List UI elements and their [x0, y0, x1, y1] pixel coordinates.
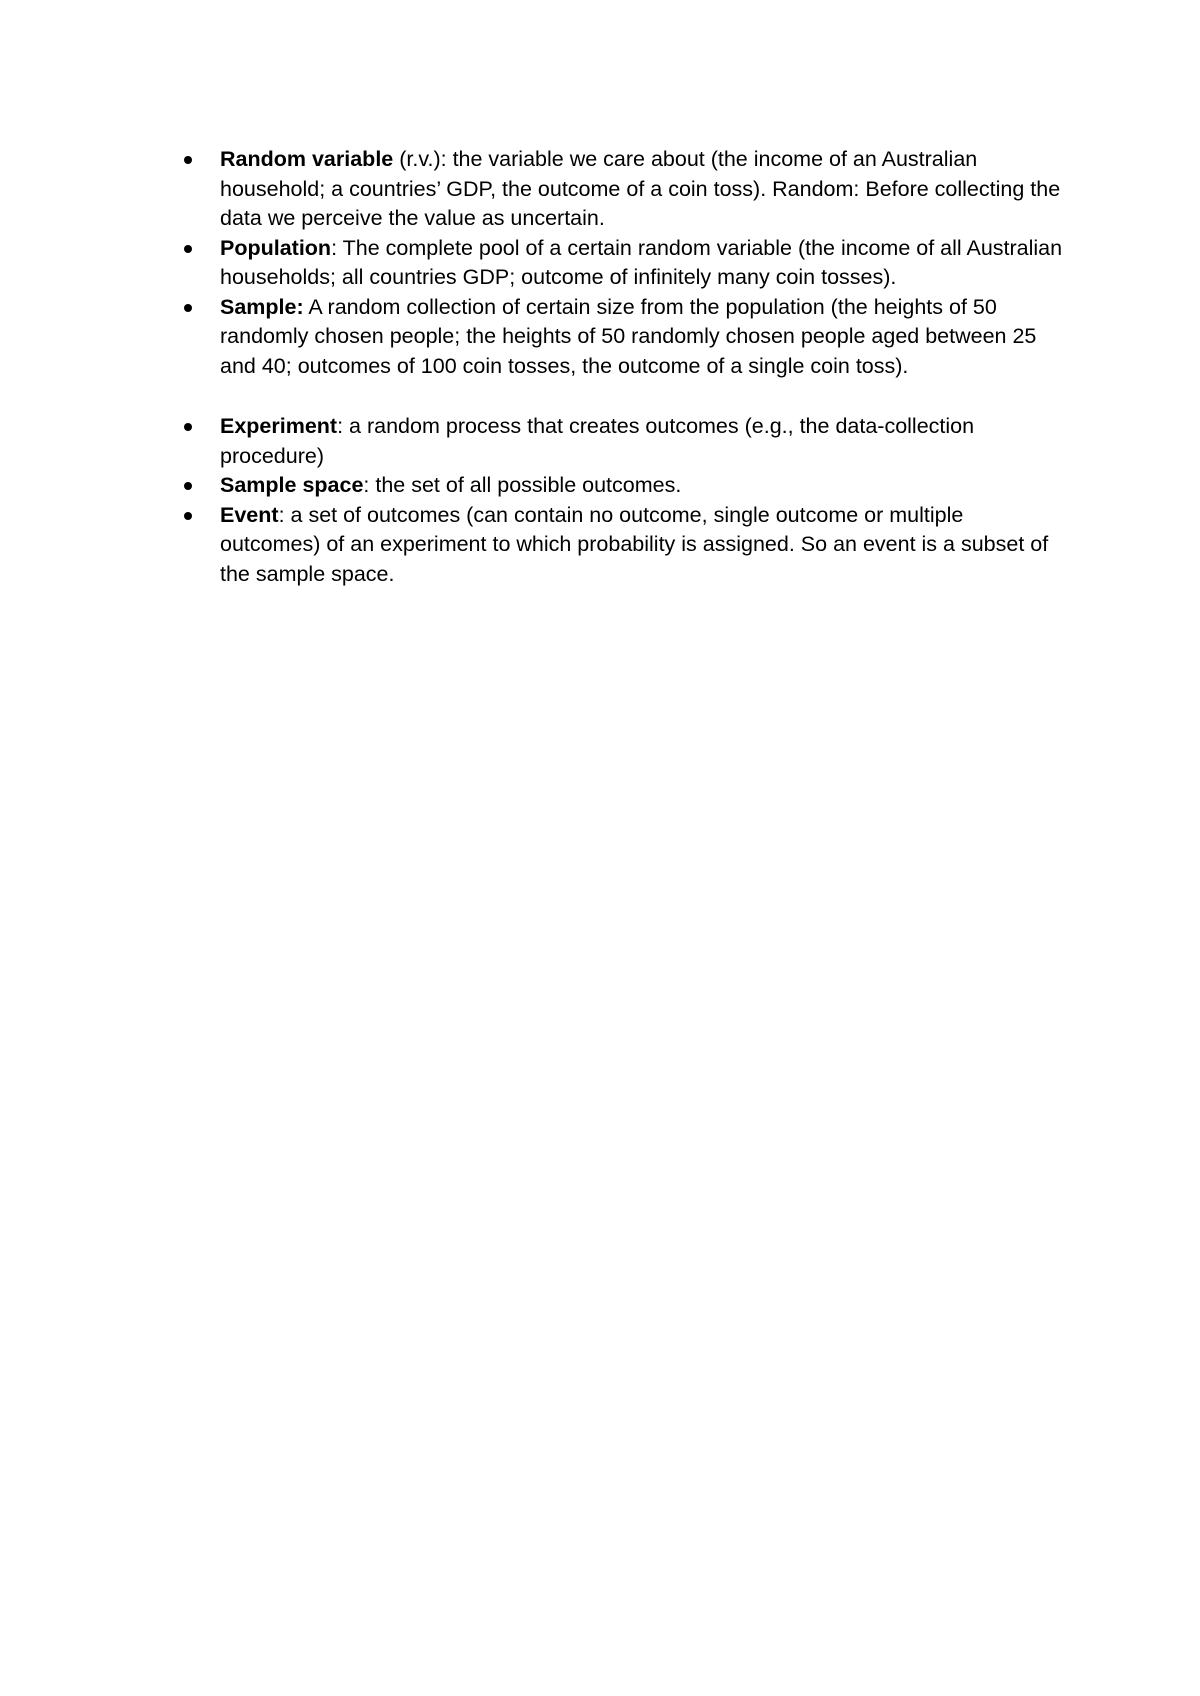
definition-population: : The complete pool of a certain random variable (the income of all Australian households; all countries GDP; outcome of infinitely many coin tosses).	[220, 235, 1063, 289]
list-item-sample-space	[184, 471, 1064, 501]
term-experiment: Experiment	[220, 414, 338, 438]
bullet-icon	[184, 304, 192, 312]
definition-sample: A random collection of certain size from the population (the heights of 50 randomly chosen people; the heights of 50 randomly chosen people aged between 25 and 40; outcomes of 100 coin tosses, the outcome of a single coin toss).	[220, 294, 1037, 378]
definition-experiment: : a random process that creates outcomes (e.g., the data-collection procedure)	[220, 414, 975, 468]
definition-random-variable: (r.v.): the variable we care about (the income of an Australian household; a countries’ GDP, the outcome of a coin toss). Random: Before collecting the data we perceive the value as uncertain.	[220, 147, 1061, 230]
list-item-random-variable	[184, 145, 1064, 234]
term-sample-space: Sample space	[220, 473, 364, 497]
list-item-experiment	[184, 412, 1064, 471]
term-population: Population	[220, 235, 332, 260]
list-item-population	[184, 234, 1064, 293]
term-event: Event	[220, 502, 279, 527]
bullet-icon	[184, 245, 192, 253]
definitions-list-variables	[184, 145, 1064, 381]
term-random-variable: Random variable	[220, 147, 394, 171]
definition-event: : a set of outcomes (can contain no outcome, single outcome or multiple outcomes) of an experiment to which probability is assigned. So an event is a subset of the sample space.	[220, 502, 1049, 586]
list-item-sample	[184, 293, 1064, 382]
list-item-event	[184, 501, 1064, 590]
bullet-icon	[184, 423, 192, 431]
definition-sample-space: : the set of all possible outcomes.	[363, 473, 682, 497]
definitions-list-experiments	[184, 412, 1064, 589]
bullet-icon	[184, 156, 192, 164]
term-sample: Sample:	[220, 294, 304, 319]
bullet-icon	[184, 512, 192, 520]
bullet-icon	[184, 482, 192, 490]
